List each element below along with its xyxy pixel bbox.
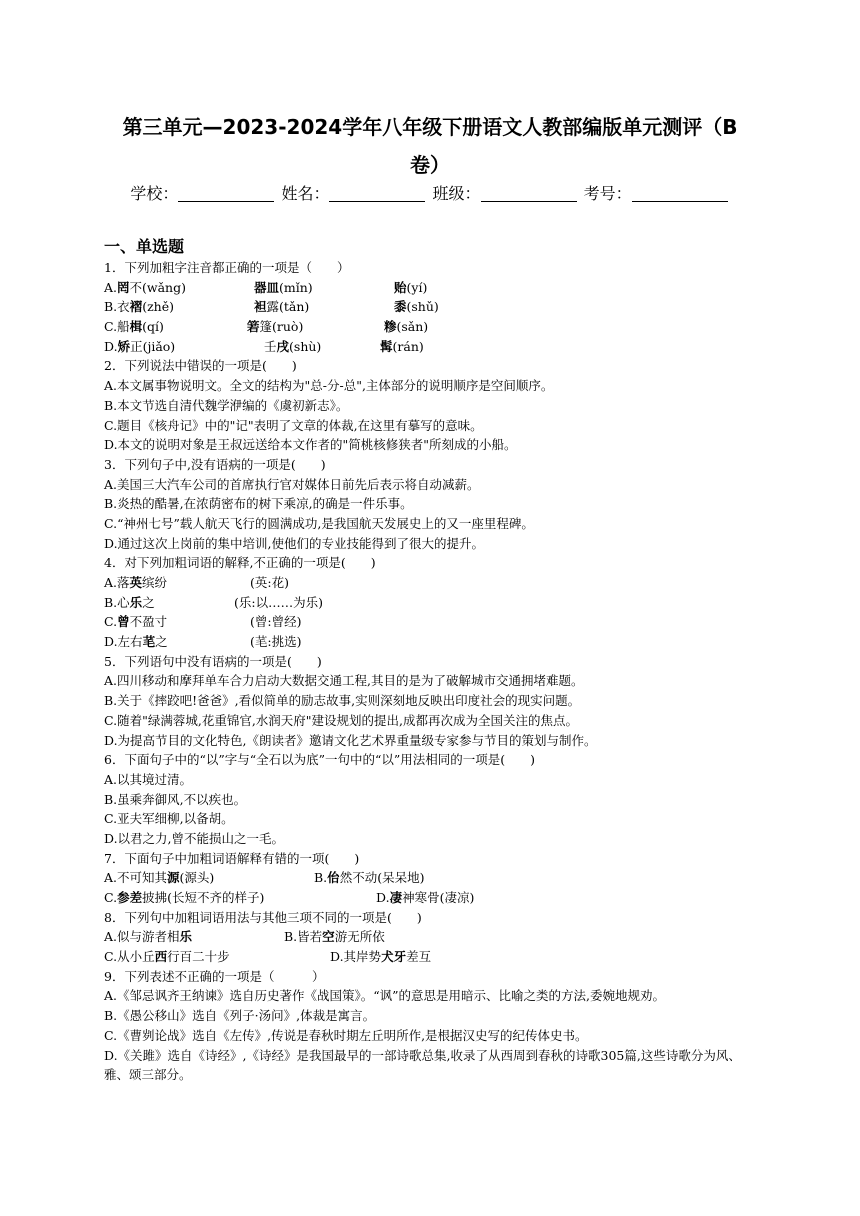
q6-stem: 6．下面句子中的“以”字与“全石以为底”一句中的“以”用法相同的一项是( ) <box>104 752 536 768</box>
q8-stem: 8．下列句中加粗词语用法与其他三项不同的一项是( ) <box>104 909 422 925</box>
q4-option-d: D.左右芼之 (芼:挑选) <box>104 634 302 650</box>
q4-option-a: A.落英缤纷 (英:花) <box>104 575 289 590</box>
q3-option-b: B.炎热的酷暑,在浓荫密布的树下乘凉,的确是一件乐事。 <box>104 496 413 512</box>
q1-option-c: C.船楫(qí) 箬篷(ruò) 糁(sǎn) <box>104 319 429 335</box>
q6-option-b: B.虽乘奔御风,不以疾也。 <box>104 791 247 807</box>
section-title: 一、单选题 <box>104 237 185 256</box>
q2-option-a: A.本文属事物说明文。全文的结构为"总-分-总",主体部分的说明顺序是空间顺序。 <box>104 378 554 394</box>
q5-option-b: B.关于《摔跤吧!爸爸》,看似简单的励志故事,实则深刻地反映出印度社会的现实问题。 <box>104 693 581 709</box>
q7-options-ab: A.不可知其源(源头) B.佁然不动(呆呆地) <box>104 870 425 886</box>
student-info-row <box>0 182 860 206</box>
q1-option-a: A.罔不(wǎng) 器皿(mǐn) 贻(yí) <box>104 279 428 295</box>
q3-stem: 3．下列句子中,没有语病的一项是( ) <box>104 456 326 472</box>
q2-option-c: C.题目《核舟记》中的"记"表明了文章的体裁,在这里有摹写的意味。 <box>104 417 483 433</box>
q5-option-d: D.为提高节目的文化特色,《朗读者》邀请文化艺术界重量级专家参与节目的策划与制作。 <box>104 732 597 748</box>
q9-stem: 9．下列表述不正确的一项是（ ） <box>104 968 325 984</box>
q5-option-c: C.随着"绿满蓉城,花重锦官,水润天府"建设规划的提出,成都再次成为全国关注的焦点。 <box>104 712 579 728</box>
school-label: 学校： <box>130 184 179 203</box>
q6-option-c: C.亚夫军细柳,以备胡。 <box>104 811 234 827</box>
question-list <box>104 258 764 1085</box>
q4-option-b: B.心乐之 (乐:以……为乐) <box>104 594 323 610</box>
q3-option-a: A.美国三大汽车公司的首席执行官对媒体日前先后表示将自动减薪。 <box>104 476 480 492</box>
class-label: 班级： <box>432 184 481 203</box>
q4-stem: 4．对下列加粗词语的解释,不正确的一项是( ) <box>104 555 376 571</box>
q1-option-b: B.衣褶(zhě) 袒露(tǎn) 黍(shǔ) <box>104 299 439 315</box>
q9-option-c: C.《曹刿论战》选自《左传》,传说是春秋时期左丘明所作,是根据汉史写的纪传体史书。 <box>104 1027 588 1043</box>
q1-option-d: D.矫正(jiǎo) 壬戌(shù) 髯(rán) <box>104 338 424 354</box>
q9-option-b: B.《愚公移山》选自《列子·汤问》,体裁是寓言。 <box>104 1008 376 1024</box>
exam-no-label: 考号： <box>583 184 632 203</box>
q1-stem: 1．下列加粗字注音都正确的一项是（ ） <box>104 260 350 275</box>
q5-stem: 5．下列语句中没有语病的一项是( ) <box>104 653 322 669</box>
q3-option-d: D.通过这次上岗前的集中培训,使他们的专业技能得到了很大的提升。 <box>104 535 485 551</box>
name-blank[interactable] <box>329 185 425 202</box>
q3-option-c: C.“神州七号”载人航天飞行的圆满成功,是我国航天发展史上的又一座里程碑。 <box>104 515 534 531</box>
q5-option-a: A.四川移动和摩拜单车合力启动大数据交通工程,其目的是为了破解城市交通拥堵难题。 <box>104 673 584 689</box>
q9-option-a: A.《邹忌讽齐王纳谏》选自历史著作《战国策》。“讽”的意思是用暗示、比喻之类的方法,委婉地规劝。 <box>104 988 666 1004</box>
title-line-1: 第三单元—2023-2024学年八年级下册语文人教部编版单元测评（B <box>122 115 738 139</box>
q7-options-cd: C.参差披拂(长短不齐的样子) D.凄神寒骨(凄凉) <box>104 890 475 905</box>
q9-option-d: D.《关雎》选自《诗经》,《诗经》是我国最早的一部诗歌总集,收录了从西周到春秋的诗歌305篇,这些诗歌分为风、雅、颂三部分。 <box>104 1047 741 1083</box>
page-title <box>0 108 860 184</box>
q2-option-d: D.本文的说明对象是王叔远送给本文作者的"简桃核修狭者"所刻成的小船。 <box>104 437 517 453</box>
q7-stem: 7．下面句子中加粗词语解释有错的一项( ) <box>104 850 360 866</box>
q8-options-ab: A.似与游者相乐 B.皆若空游无所依 <box>104 929 385 945</box>
name-label: 姓名： <box>281 184 330 203</box>
q8-options-cd: C.从小丘西行百二十步 D.其岸势犬牙差互 <box>104 949 432 965</box>
q2-stem: 2．下列说法中错误的一项是( ) <box>104 358 297 374</box>
title-line-2: 卷） <box>410 153 450 177</box>
q6-option-d: D.以君之力,曾不能损山之一毛。 <box>104 830 285 846</box>
class-blank[interactable] <box>481 185 577 202</box>
exam-no-blank[interactable] <box>632 185 728 202</box>
q2-option-b: B.本文节选自清代魏学洢编的《虞初新志》。 <box>104 397 349 413</box>
q4-option-c: C.曾不盈寸 (曾:曾经) <box>104 614 302 630</box>
q6-option-a: A.以其境过清。 <box>104 771 193 787</box>
school-blank[interactable] <box>178 185 274 202</box>
